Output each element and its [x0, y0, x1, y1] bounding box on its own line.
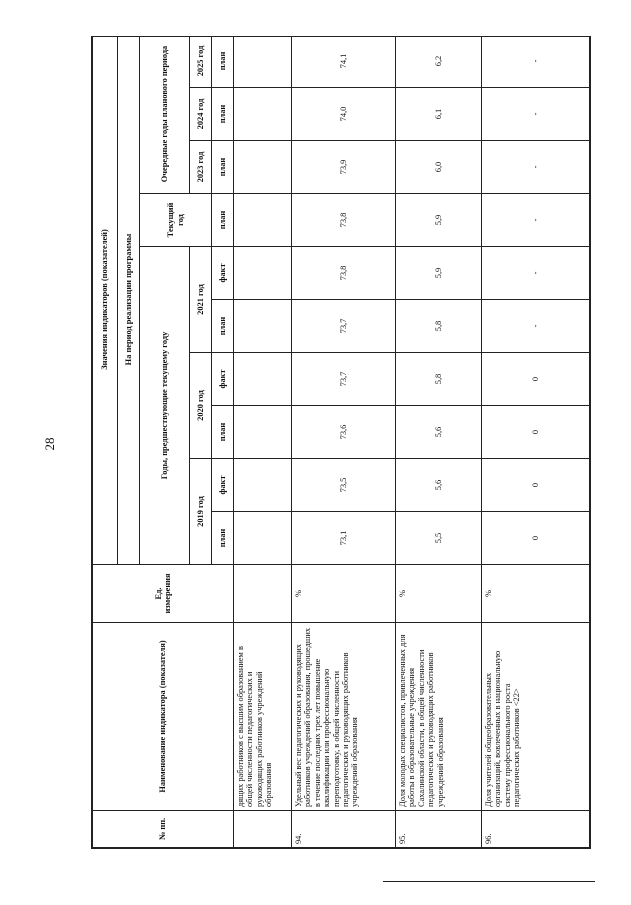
value-cell: 5,8	[396, 353, 482, 406]
value-cell	[234, 353, 292, 406]
value-cell	[234, 88, 292, 141]
value-cell: -	[482, 36, 590, 88]
value-cell: -	[482, 247, 590, 300]
value-cell: 6,0	[396, 141, 482, 194]
value-cell: 73,8	[292, 194, 396, 247]
header-year-2019: 2019 год	[190, 459, 212, 565]
header-period: На период реализации программы	[118, 36, 140, 565]
header-fact-2019: факт	[212, 459, 234, 512]
value-cell	[234, 459, 292, 512]
rotated-table-container	[92, 37, 590, 848]
header-fact-2020: факт	[212, 353, 234, 406]
value-cell: 73,6	[292, 406, 396, 459]
value-cell: 6,2	[396, 36, 482, 88]
row-unit: %	[292, 565, 396, 623]
value-cell: 5,6	[396, 406, 482, 459]
header-plan-2019: план	[212, 512, 234, 565]
value-cell	[234, 300, 292, 353]
value-cell: 5,9	[396, 247, 482, 300]
row-name: дящих работников с высшим образованием в общей численности педагогических и руководящих работников учреждений образования	[234, 623, 292, 811]
header-year-2021: 2021 год	[190, 247, 212, 353]
header-current-year: Текущий год	[140, 194, 212, 247]
header-name: Наименование индикатора (показателя)	[93, 623, 234, 811]
header-next-years: Очередные годы планового периода	[140, 36, 190, 194]
row-num: 95.	[396, 811, 482, 848]
header-values: Значения индикаторов (показателей)	[93, 36, 118, 565]
value-cell	[234, 194, 292, 247]
footer-rule	[383, 881, 595, 882]
header-year-2020: 2020 год	[190, 353, 212, 459]
header-plan-2021: план	[212, 300, 234, 353]
value-cell: 0	[482, 512, 590, 565]
header-prev-years: Годы, предшествующие текущему году	[140, 247, 190, 565]
row-name: Удельный вес педагогических и руководящих работников учреждений образования, прошедших в течение последних трех лет повышение квалификации или профессиональную переподготовку, в общей численности педагогических и руководящих работников учреждений образования	[292, 623, 396, 811]
header-plan-2025: план	[212, 36, 234, 88]
table-row	[292, 36, 396, 848]
value-cell	[234, 36, 292, 88]
row-num	[234, 811, 292, 848]
value-cell: 73,8	[292, 247, 396, 300]
value-cell: 73,5	[292, 459, 396, 512]
header-year-2024: 2024 год	[190, 88, 212, 141]
value-cell	[234, 512, 292, 565]
value-cell: -	[482, 88, 590, 141]
value-cell: 0	[482, 406, 590, 459]
row-name: Доля учителей общеобразовательных организаций, вовлеченных в национальную систему профессионального роста педагогических работников <22>	[482, 623, 590, 811]
row-name: Доля молодых специалистов, привлеченных для работы в образовательные учреждения Сахалинской области, в общей численности педагогических и руководящих работников учреждений образования	[396, 623, 482, 811]
header-num: № пп.	[93, 811, 234, 848]
header-plan-2022: план	[212, 194, 234, 247]
value-cell: 5,8	[396, 300, 482, 353]
indicators-table	[92, 36, 590, 848]
value-cell: 5,6	[396, 459, 482, 512]
row-unit	[234, 565, 292, 623]
value-cell: -	[482, 300, 590, 353]
value-cell: 74,0	[292, 88, 396, 141]
value-cell: 74,1	[292, 36, 396, 88]
table-row	[396, 36, 482, 848]
value-cell: 5,5	[396, 512, 482, 565]
value-cell: -	[482, 141, 590, 194]
header-plan-2023: план	[212, 141, 234, 194]
value-cell: 73,7	[292, 300, 396, 353]
value-cell	[234, 247, 292, 300]
value-cell: 0	[482, 459, 590, 512]
table-row	[482, 36, 590, 848]
header-year-2025: 2025 год	[190, 36, 212, 88]
row-num: 94.	[292, 811, 396, 848]
value-cell: -	[482, 194, 590, 247]
row-unit: %	[482, 565, 590, 623]
value-cell: 73,1	[292, 512, 396, 565]
header-fact-2021: факт	[212, 247, 234, 300]
header-plan-2024: план	[212, 88, 234, 141]
header-year-2023: 2023 год	[190, 141, 212, 194]
value-cell: 5,9	[396, 194, 482, 247]
header-unit: Ед. измерения	[93, 565, 234, 623]
page-number: 28	[42, 437, 57, 451]
table-row	[234, 36, 292, 848]
indicators-table-frame	[91, 36, 591, 849]
value-cell: 6,1	[396, 88, 482, 141]
row-num: 96.	[482, 811, 590, 848]
value-cell	[234, 406, 292, 459]
header-plan-2020: план	[212, 406, 234, 459]
value-cell: 73,7	[292, 353, 396, 406]
value-cell: 73,9	[292, 141, 396, 194]
value-cell	[234, 141, 292, 194]
row-unit: %	[396, 565, 482, 623]
value-cell: 0	[482, 353, 590, 406]
